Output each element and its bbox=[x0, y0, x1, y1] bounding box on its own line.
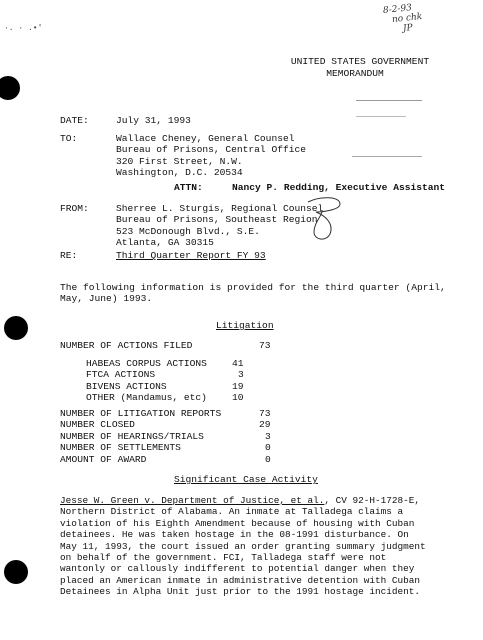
actions-filed-label: NUMBER OF ACTIONS FILED bbox=[60, 340, 193, 351]
breakdown-value: 19 bbox=[232, 380, 244, 392]
re-label: RE: bbox=[60, 250, 78, 261]
from-line: 523 McDonough Blvd., S.E. bbox=[116, 225, 260, 237]
breakdown-row bbox=[86, 380, 244, 392]
date-value: July 31, 1993 bbox=[116, 115, 191, 126]
case-name: Jesse W. Green v. Department of Justice, et al. bbox=[60, 495, 325, 506]
to-label: TO: bbox=[60, 133, 78, 144]
case-line: detainees. He was taken hostage in the 08-1991 disturbance. On bbox=[60, 529, 409, 541]
case-line: May 11, 1993, the court issued an order granting summary judgment bbox=[60, 540, 426, 552]
case-line: wantonly or callously indifferent to potential danger when they bbox=[60, 563, 415, 575]
totals-value: 3 bbox=[265, 430, 271, 442]
case-line bbox=[60, 495, 426, 506]
case-line: on behalf of the government. FCI, Talladega staff were not bbox=[60, 552, 387, 564]
handwritten-note bbox=[383, 2, 424, 36]
totals-value: 73 bbox=[259, 408, 271, 419]
intro-line: May, June) 1993. bbox=[60, 293, 153, 305]
header-line-1: UNITED STATES GOVERNMENT bbox=[290, 56, 430, 67]
breakdown-value: 3 bbox=[238, 369, 244, 381]
from-line: Bureau of Prisons, Southeast Region bbox=[116, 214, 318, 226]
from-address bbox=[116, 203, 323, 249]
totals-value: 0 bbox=[265, 442, 271, 454]
binder-hole-top bbox=[0, 76, 20, 100]
breakdown-row bbox=[86, 369, 244, 381]
memo-header bbox=[290, 56, 430, 80]
binder-hole-bottom bbox=[4, 560, 28, 584]
case-line: Detainees in Alpha Unit just prior to the 1991 hostage incident. bbox=[60, 586, 421, 598]
from-line: Sherree L. Sturgis, Regional Counsel bbox=[116, 203, 324, 214]
totals-label: NUMBER OF HEARINGS/TRIALS bbox=[60, 430, 204, 442]
handwritten-initials: JP bbox=[402, 23, 414, 35]
header-line-2: MEMORANDUM bbox=[326, 68, 384, 79]
attn-label: ATTN: bbox=[174, 182, 203, 193]
case-line: placed an American inmate in administrative detention with Cuban bbox=[60, 574, 421, 586]
significant-heading: Significant Case Activity bbox=[174, 474, 318, 485]
totals-row bbox=[60, 453, 271, 465]
totals-row bbox=[60, 430, 271, 442]
breakdown-row bbox=[86, 358, 244, 369]
totals-label: NUMBER OF SETTLEMENTS bbox=[60, 442, 181, 454]
breakdown-label: BIVENS ACTIONS bbox=[86, 380, 167, 392]
handwritten-date: 8-2-93 bbox=[382, 3, 413, 17]
totals-row bbox=[60, 419, 271, 431]
scan-smudge bbox=[356, 116, 406, 117]
from-label: FROM: bbox=[60, 203, 89, 214]
case-line: Northern District of Alabama. An inmate at Talladega claims a bbox=[60, 506, 404, 518]
to-line: Wallace Cheney, General Counsel bbox=[116, 133, 295, 144]
actions-breakdown bbox=[86, 358, 244, 404]
breakdown-value: 10 bbox=[232, 392, 244, 404]
litigation-totals bbox=[60, 408, 271, 465]
from-line: Atlanta, GA 30315 bbox=[116, 237, 214, 249]
case-citation: , CV 92-H-1728-E, bbox=[324, 495, 421, 506]
breakdown-label: HABEAS CORPUS ACTIONS bbox=[86, 358, 207, 369]
totals-label: NUMBER OF LITIGATION REPORTS bbox=[60, 408, 222, 419]
to-line: 320 First Street, N.W. bbox=[116, 155, 243, 167]
to-line: Bureau of Prisons, Central Office bbox=[116, 144, 306, 156]
attn-value: Nancy P. Redding, Executive Assistant bbox=[232, 182, 446, 193]
scan-smudge bbox=[356, 100, 422, 101]
litigation-heading: Litigation bbox=[216, 320, 274, 331]
scan-specks: ·. · .•' bbox=[4, 24, 43, 33]
to-address bbox=[116, 133, 306, 179]
actions-filed-value: 73 bbox=[259, 340, 271, 351]
breakdown-row bbox=[86, 392, 244, 404]
totals-label: AMOUNT OF AWARD bbox=[60, 453, 147, 465]
totals-row bbox=[60, 408, 271, 419]
intro-line: The following information is provided for the third quarter (April, bbox=[60, 282, 446, 293]
case-paragraph bbox=[60, 495, 426, 598]
handwritten-initials-mark bbox=[300, 196, 350, 244]
date-label: DATE: bbox=[60, 115, 89, 126]
re-value: Third Quarter Report FY 93 bbox=[116, 250, 266, 261]
breakdown-value: 41 bbox=[232, 358, 244, 369]
breakdown-label: FTCA ACTIONS bbox=[86, 369, 156, 381]
breakdown-label: OTHER (Mandamus, etc) bbox=[86, 392, 207, 404]
binder-hole-middle bbox=[4, 316, 28, 340]
totals-value: 0 bbox=[265, 453, 271, 465]
totals-label: NUMBER CLOSED bbox=[60, 419, 135, 431]
handwritten-check: no chk bbox=[391, 12, 423, 26]
to-line: Washington, D.C. 20534 bbox=[116, 167, 243, 179]
totals-value: 29 bbox=[259, 419, 271, 431]
scan-smudge bbox=[352, 156, 422, 157]
case-line: violation of his Eighth Amendment because of housing with Cuban bbox=[60, 517, 415, 529]
totals-row bbox=[60, 442, 271, 454]
intro-paragraph bbox=[60, 282, 446, 305]
